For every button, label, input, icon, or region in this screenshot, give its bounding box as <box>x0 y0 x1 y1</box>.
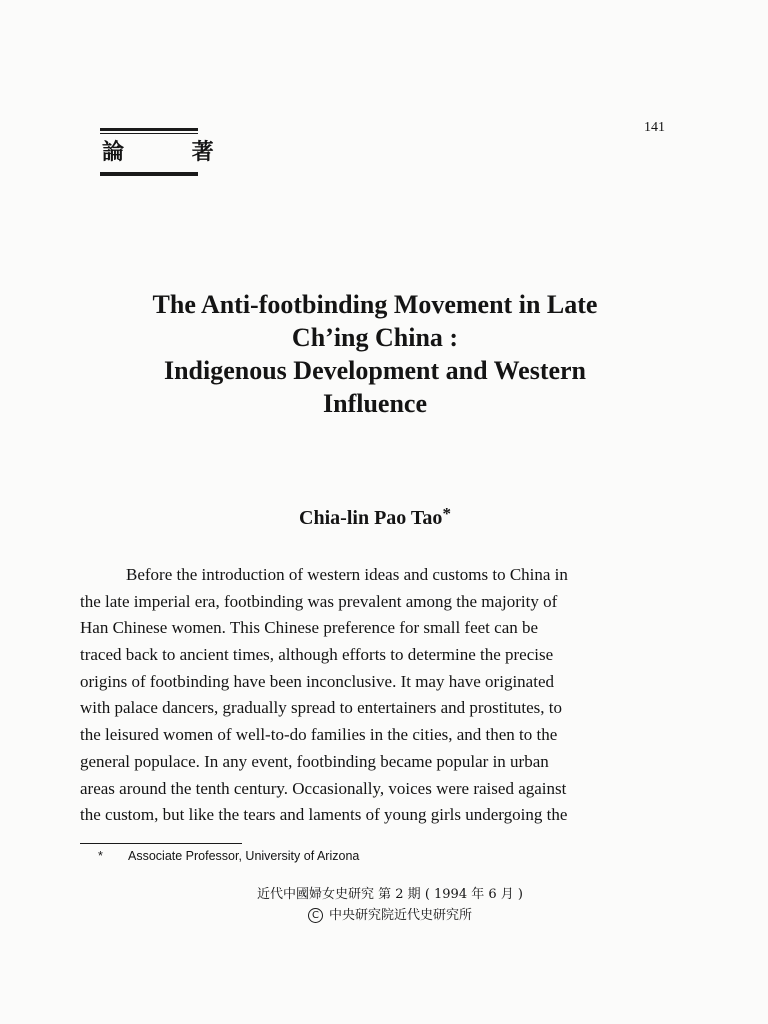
section-rule-bottom <box>100 173 198 176</box>
journal-publisher: 中央研究院近代史研究所 <box>328 908 472 923</box>
body-line: Before the introduction of western ideas and customs to China in <box>126 565 568 584</box>
journal-issue-line: 近代中國婦女史研究 第 2 期 ( 1994 年 6 月 ) <box>257 887 523 902</box>
body-paragraph <box>80 562 668 829</box>
body-line: Han Chinese women. This Chinese preference for small feet can be <box>80 618 539 638</box>
body-line: the late imperial era, footbinding was prevalent among the majority of <box>80 591 558 611</box>
footnote-text: Associate Professor, University of Arizona <box>128 849 360 863</box>
footnote <box>98 849 598 863</box>
title-line: The Anti-footbinding Movement in Late <box>152 290 598 319</box>
section-rule-top <box>100 128 198 131</box>
journal-citation <box>200 884 580 926</box>
body-line: the leisured women of well-to-do families in the cities, and then to the <box>80 725 558 745</box>
author-byline <box>80 500 670 532</box>
article-title <box>80 288 670 420</box>
title-line: Ch’ing China : <box>291 323 459 352</box>
title-line: Indigenous Development and Western <box>163 356 587 385</box>
page-number: 141 <box>644 120 665 135</box>
body-line: with palace dancers, gradually spread to entertainers and prostitutes, to <box>80 698 562 718</box>
copyright-icon: C <box>308 908 323 923</box>
section-rule-top-thin <box>100 133 198 134</box>
author-name: Chia-lin Pao Tao <box>299 507 443 529</box>
author-footnote-mark: * <box>442 504 451 523</box>
body-line: the custom, but like the tears and laments of young girls undergoing the <box>80 805 568 825</box>
body-line: areas around the tenth century. Occasionally, voices were raised against <box>80 778 567 798</box>
body-line: general populace. In any event, footbinding became popular in urban <box>80 751 549 771</box>
body-line: traced back to ancient times, although efforts to determine the precise <box>80 645 554 665</box>
footnote-divider <box>80 843 242 844</box>
section-label: 論 著 <box>102 140 244 165</box>
body-line: origins of footbinding have been inconclusive. It may have originated <box>80 671 554 691</box>
footnote-mark: * <box>98 849 103 863</box>
title-line: Influence <box>323 389 427 418</box>
section-tag <box>100 128 244 176</box>
journal-publisher-line <box>200 905 580 926</box>
